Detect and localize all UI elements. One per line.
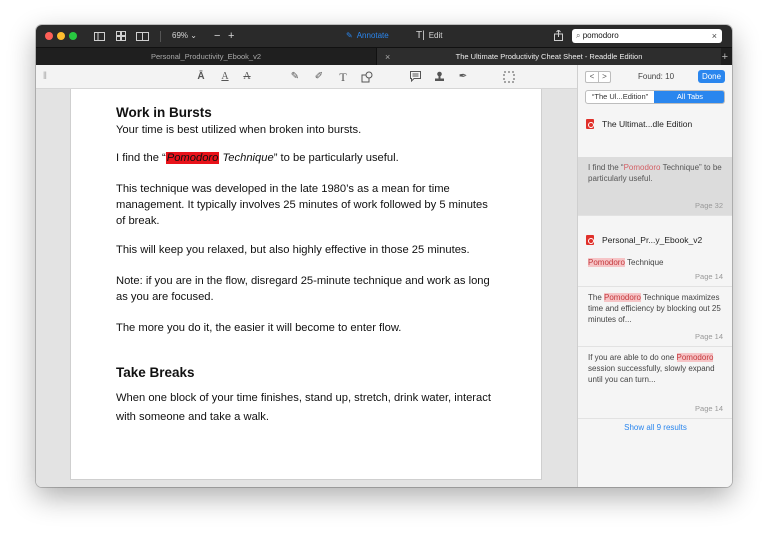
- snippet-text: Technique maximizes time and efficiency by blocking out 25 minutes of...: [588, 293, 721, 324]
- paragraph: Your time is best utilized when broken into bursts.: [116, 124, 362, 136]
- snippet-match: Pomodoro: [676, 353, 714, 362]
- marker-icon[interactable]: ✐: [314, 71, 324, 82]
- paragraph-pomodoro: [116, 150, 496, 166]
- app-window: [36, 25, 732, 487]
- tab-bar: [36, 47, 732, 65]
- done-button[interactable]: Done: [698, 70, 725, 83]
- result-group: [578, 229, 732, 251]
- zoom-out-button[interactable]: −: [214, 30, 221, 42]
- pdf-page[interactable]: [70, 89, 542, 480]
- note-icon[interactable]: [408, 69, 422, 85]
- snippet-match: Pomodoro: [588, 258, 625, 267]
- result-group-header[interactable]: [578, 229, 732, 251]
- next-result-button[interactable]: >: [598, 72, 610, 82]
- text-italic: Technique: [219, 152, 274, 164]
- pen-icon: ✎: [346, 31, 353, 40]
- signature-pen-icon[interactable]: ✒: [458, 71, 468, 82]
- highlighted-search-match[interactable]: Pomodoro: [166, 152, 219, 164]
- stamp-icon[interactable]: [432, 69, 446, 85]
- result-page-number: Page 14: [695, 404, 723, 413]
- paragraph: The more you do it, the easier it will become to enter flow.: [116, 322, 402, 334]
- edit-label: Edit: [428, 31, 443, 40]
- show-all-results-link[interactable]: Show all 9 results: [624, 423, 687, 432]
- edit-tab[interactable]: [416, 25, 443, 47]
- selection-icon[interactable]: [502, 69, 516, 85]
- zoom-in-button[interactable]: +: [228, 30, 235, 42]
- text-edit-icon: T|: [416, 30, 425, 41]
- scope-current-document[interactable]: “The Ul...Edition”: [591, 92, 649, 101]
- search-result-item[interactable]: [578, 252, 732, 287]
- pencil-icon[interactable]: ✎: [290, 71, 300, 82]
- magnifier-icon: ⌕: [576, 31, 581, 40]
- search-result-item[interactable]: [578, 157, 732, 216]
- zoom-select[interactable]: 69% ⌄: [172, 31, 197, 40]
- tab-ultimate-productivity[interactable]: [376, 48, 721, 66]
- highlight-text-icon[interactable]: Ā: [197, 71, 205, 82]
- paragraph: Note: if you are in the flow, disregard 25-minute technique and work as long as you are focused.: [116, 275, 490, 303]
- new-tab-button[interactable]: +: [721, 51, 728, 63]
- share-icon[interactable]: [554, 25, 563, 47]
- text: I find the “: [116, 152, 166, 164]
- previous-result-button[interactable]: <: [589, 72, 595, 81]
- search-result-item[interactable]: [578, 287, 732, 347]
- heading-take-breaks: Take Breaks: [116, 365, 195, 380]
- result-page-number: Page 14: [695, 332, 723, 341]
- underline-icon[interactable]: A: [221, 71, 229, 82]
- thumbnails-icon[interactable]: [116, 25, 126, 47]
- document-area[interactable]: [36, 89, 577, 487]
- annotate-label: Annotate: [356, 31, 389, 40]
- shapes-icon[interactable]: [360, 69, 374, 85]
- minimize-window-button[interactable]: [57, 32, 65, 40]
- text: ” to be particularly useful.: [273, 152, 399, 164]
- tab-label: The Ultimate Productivity Cheat Sheet - Readdle Edition: [455, 52, 643, 61]
- search-result-item[interactable]: [578, 347, 732, 419]
- title-bar: [36, 25, 732, 47]
- paragraph: This technique was developed in the late 1980’s as a mean for time management. It typically involves 25 minutes of work followed by 5 minutes of break.: [116, 183, 488, 227]
- tab-label: Personal_Productivity_Ebook_v2: [150, 52, 262, 61]
- snippet-match: Pomodoro: [623, 163, 661, 172]
- result-page-number: Page 14: [695, 272, 723, 281]
- snippet-text: I find the “: [588, 163, 624, 172]
- found-count: Found: 10: [638, 72, 675, 81]
- annotation-toolbar: [36, 65, 577, 89]
- heading-work-in-bursts: Work in Bursts: [116, 105, 212, 120]
- paragraph: This will keep you relaxed, but also highly effective in those 25 minutes.: [116, 244, 470, 256]
- toolbar-grip-icon: ‖: [42, 71, 48, 82]
- result-group: [578, 113, 732, 135]
- search-results-sidebar: [577, 65, 732, 487]
- snippet-text: Technique: [624, 258, 664, 267]
- strikethrough-icon[interactable]: A: [243, 71, 251, 82]
- clear-search-icon[interactable]: ×: [711, 31, 717, 41]
- search-value: pomodoro: [582, 31, 619, 40]
- page-layout-icon[interactable]: [136, 25, 149, 47]
- result-navigation: [585, 71, 611, 83]
- group-title: The Ultimat...dle Edition: [602, 119, 693, 129]
- snippet-text: The: [588, 293, 605, 302]
- scope-all-tabs[interactable]: All Tabs: [654, 91, 725, 103]
- text-tool-icon[interactable]: T: [339, 70, 347, 84]
- search-scope-control: [585, 90, 725, 104]
- group-title: Personal_Pr...y_Ebook_v2: [602, 235, 703, 245]
- close-window-button[interactable]: [45, 32, 53, 40]
- tab-personal-productivity[interactable]: [36, 48, 376, 66]
- annotate-tab[interactable]: [346, 25, 389, 47]
- snippet-text: Technique” to be particularly useful.: [588, 163, 722, 183]
- divider: [160, 31, 161, 42]
- snippet-text: If you are able to do one: [588, 353, 677, 362]
- close-tab-icon[interactable]: ×: [385, 52, 391, 62]
- snippet-text: session successfully, slowly expand until you can turn...: [588, 364, 715, 384]
- paragraph: When one block of your time finishes, stand up, stretch, drink water, interact with someone and take a walk.: [116, 392, 491, 423]
- search-input[interactable]: [572, 29, 722, 43]
- result-group-header[interactable]: [578, 113, 732, 135]
- sidebar-toggle-icon[interactable]: [94, 25, 105, 47]
- result-page-number: Page 32: [695, 201, 723, 210]
- pdf-file-icon: [586, 119, 594, 129]
- zoom-window-button[interactable]: [69, 32, 77, 40]
- snippet-match: Pomodoro: [604, 293, 641, 302]
- pdf-file-icon: [586, 235, 594, 245]
